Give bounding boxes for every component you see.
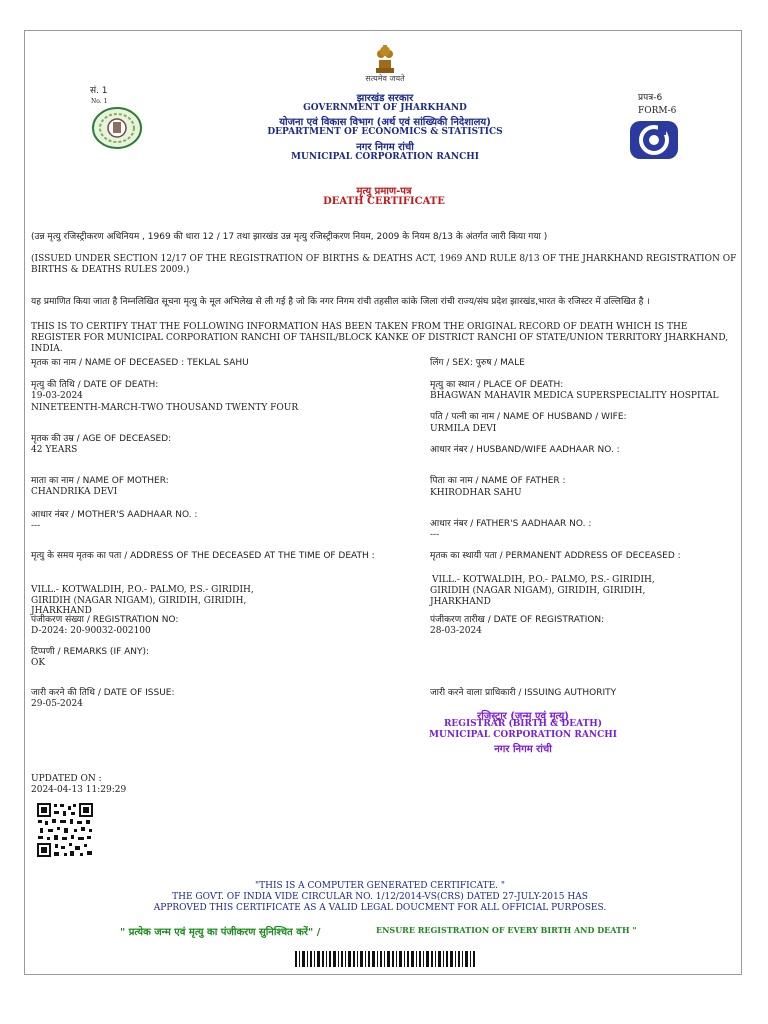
father-aadhaar-value: --- — [430, 530, 440, 540]
mother-name-value: CHANDRIKA DEVI — [31, 487, 118, 497]
remarks-label: टिप्पणी / REMARKS (IF ANY): — [31, 647, 150, 657]
address-at-death-line3: JHARKHAND — [31, 606, 92, 616]
date-of-issue-label: जारी करने की तिथि / DATE OF ISSUE: — [31, 688, 175, 698]
serial-no-english: No. 1 — [91, 98, 108, 105]
qr-code-icon — [36, 802, 94, 858]
state-emblem-icon — [370, 42, 400, 76]
issuing-authority-label: जारी करने वाला प्राधिकारी / ISSUING AUTHORITY — [430, 688, 617, 698]
address-at-death-label: मृत्यु के समय मृतक का पता / ADDRESS OF THE DECEASED AT THE TIME OF DEATH : — [31, 551, 375, 561]
slogan-hindi: " प्रत्येक जन्म एवं मृत्यु का पंजीकरण सुनिश्चित करें" / — [120, 927, 321, 938]
updated-on-label: UPDATED ON : — [31, 774, 102, 784]
issued-under-english: (ISSUED UNDER SECTION 12/17 OF THE REGISTRATION OF BIRTHS & DEATHS ACT, 1969 AND RULE 8/13 OF THE JHARKHAND REGISTRATION OF BIRTHS & DEATHS RULES 2009.) — [31, 254, 737, 275]
age-value: 42 YEARS — [31, 445, 78, 455]
date-of-death-words: NINETEENTH-MARCH-TWO THOUSAND TWENTY FOUR — [31, 403, 299, 413]
address-at-death-line1: VILL.- KOTWALDIH, P.O.- PALMO, P.S.- GIRIDIH, — [31, 585, 254, 595]
title-hindi: मृत्यु प्रमाण-पत्र — [356, 186, 412, 197]
sex-field: लिंग / SEX: पुरुष / MALE — [430, 358, 525, 368]
father-name-value: KHIRODHAR SAHU — [430, 488, 522, 498]
government-name: GOVERNMENT OF JHARKHAND — [303, 103, 467, 113]
permanent-address-line1: VILL.- KOTWALDIH, P.O.- PALMO, P.S.- GIRIDIH, — [432, 575, 655, 585]
father-aadhaar-label: आधार नंबर / FATHER'S AADHAAR NO. : — [430, 519, 592, 529]
deceased-name: मृतक का नाम / NAME OF DECEASED : TEKLAL SAHU — [31, 358, 249, 368]
form-no-english: FORM-6 — [638, 106, 677, 116]
certificate-border — [24, 30, 742, 975]
date-of-death-label: मृत्यु की तिथि / DATE OF DEATH: — [31, 380, 159, 390]
form-no-hindi: प्रपत्र-6 — [638, 93, 663, 103]
registration-no-label: पंजीकरण संख्या / REGISTRATION NO: — [31, 615, 179, 625]
jharkhand-seal-icon — [92, 107, 142, 149]
corporation-english: MUNICIPAL CORPORATION RANCHI — [291, 152, 479, 162]
authority-corporation-hindi: नगर निगम रांची — [494, 744, 552, 755]
updated-on-value: 2024-04-13 11:29:29 — [31, 785, 127, 795]
permanent-address-line2: GIRIDIH (NAGAR NIGAM), GIRIDIH, GIRIDIH, — [430, 586, 646, 596]
place-of-death-value: BHAGWAN MAHAVIR MEDICA SUPERSPECIALITY HOSPITAL — [430, 391, 719, 401]
title-english: DEATH CERTIFICATE — [323, 196, 445, 207]
issued-under-hindi: (उन्न मृत्यु रजिस्ट्रीकरण अधिनियम , 1969 की धारा 12 / 17 तथा झारखंड उन्न मृत्यु रजिस्ट्रीकरण नियम, 2009 के नियम 8/13 के अंतर्गत जारी किया गया ) — [31, 232, 548, 242]
barcode-icon — [295, 951, 475, 967]
date-of-death-value: 19-03-2024 — [31, 391, 83, 401]
approval-note: APPROVED THIS CERTIFICATE AS A VALID LEGAL DOUCMENT FOR ALL OFFICIAL PURPOSES. — [153, 903, 607, 913]
permanent-address-line3: JHARKHAND — [430, 597, 491, 607]
department-english: DEPARTMENT OF ECONOMICS & STATISTICS — [267, 127, 503, 137]
date-of-issue-value: 29-05-2024 — [31, 699, 83, 709]
slogan-english: ENSURE REGISTRATION OF EVERY BIRTH AND DEATH " — [376, 925, 637, 935]
crs-logo-icon — [628, 119, 680, 161]
registration-date-value: 28-03-2024 — [430, 626, 482, 636]
computer-generated-note: "THIS IS A COMPUTER GENERATED CERTIFICATE. " — [254, 881, 506, 891]
father-name-label: पिता का नाम / NAME OF FATHER : — [430, 476, 566, 486]
place-of-death-label: मृत्यु का स्थान / PLACE OF DEATH: — [430, 380, 564, 390]
registrar-english: REGISTRAR (BIRTH & DEATH) — [443, 719, 603, 729]
mother-aadhaar-value: --- — [31, 521, 41, 531]
address-at-death-line2: GIRIDIH (NAGAR NIGAM), GIRIDIH, GIRIDIH, — [31, 596, 247, 606]
registrar-hindi: रजिस्ट्रार (जन्म एवं मृत्यु) — [477, 711, 569, 722]
registration-date-label: पंजीकरण तारीख / DATE OF REGISTRATION: — [430, 615, 605, 625]
permanent-address-label: मृतक का स्थायी पता / PERMANENT ADDRESS OF DECEASED : — [430, 551, 681, 561]
mother-name-label: माता का नाम / NAME OF MOTHER: — [31, 476, 169, 486]
mother-aadhaar-label: आधार नंबर / MOTHER'S AADHAAR NO. : — [31, 510, 198, 520]
spouse-aadhaar-label: आधार नंबर / HUSBAND/WIFE AADHAAR NO. : — [430, 445, 620, 455]
certify-english: THIS IS TO CERTIFY THAT THE FOLLOWING INFORMATION HAS BEEN TAKEN FROM THE ORIGINAL RECORD OF DEATH WHICH IS THE REGISTER FOR MUNICIPAL CORPORATION RANCHI OF TAHSIL/BLOCK KANKE OF DISTRICT RANCHI OF STATE/UNION TERRITORY JHARKHAND, INDIA. — [31, 322, 729, 354]
circular-note: THE GOVT. OF INDIA VIDE CIRCULAR NO. 1/12/2014-VS(CRS) DATED 27-JULY-2015 HAS — [172, 892, 588, 902]
age-label: मृतक की उम्र / AGE OF DECEASED: — [31, 434, 172, 444]
department-hindi: योजना एवं विकास विभाग (अर्थ एवं सांख्यिकी निदेशालय) — [279, 117, 491, 128]
serial-no-hindi: सं. 1 — [90, 86, 108, 96]
spouse-name-label: पति / पत्नी का नाम / NAME OF HUSBAND / WIFE: — [430, 412, 627, 422]
spouse-name-value: URMILA DEVI — [430, 424, 497, 434]
state-name-hindi: झारखंड सरकार — [356, 93, 414, 104]
certify-hindi: यह प्रमाणित किया जाता है निम्नलिखित सूचना मृत्यु के मूल अभिलेख से ली गई है जो कि नगर निगम रांची तहसील कांके जिला रांची राज्य/संघ प्रदेश झारखंड,भारत के रजिस्टर में उल्लिखित है । — [31, 297, 650, 307]
emblem-motto: सत्यमेव जयते — [365, 74, 405, 83]
registration-no-value: D-2024: 20-90032-002100 — [31, 626, 151, 636]
corporation-hindi: नगर निगम रांची — [356, 142, 414, 153]
authority-corporation-english: MUNICIPAL CORPORATION RANCHI — [429, 730, 617, 740]
remarks-value: OK — [31, 658, 46, 668]
